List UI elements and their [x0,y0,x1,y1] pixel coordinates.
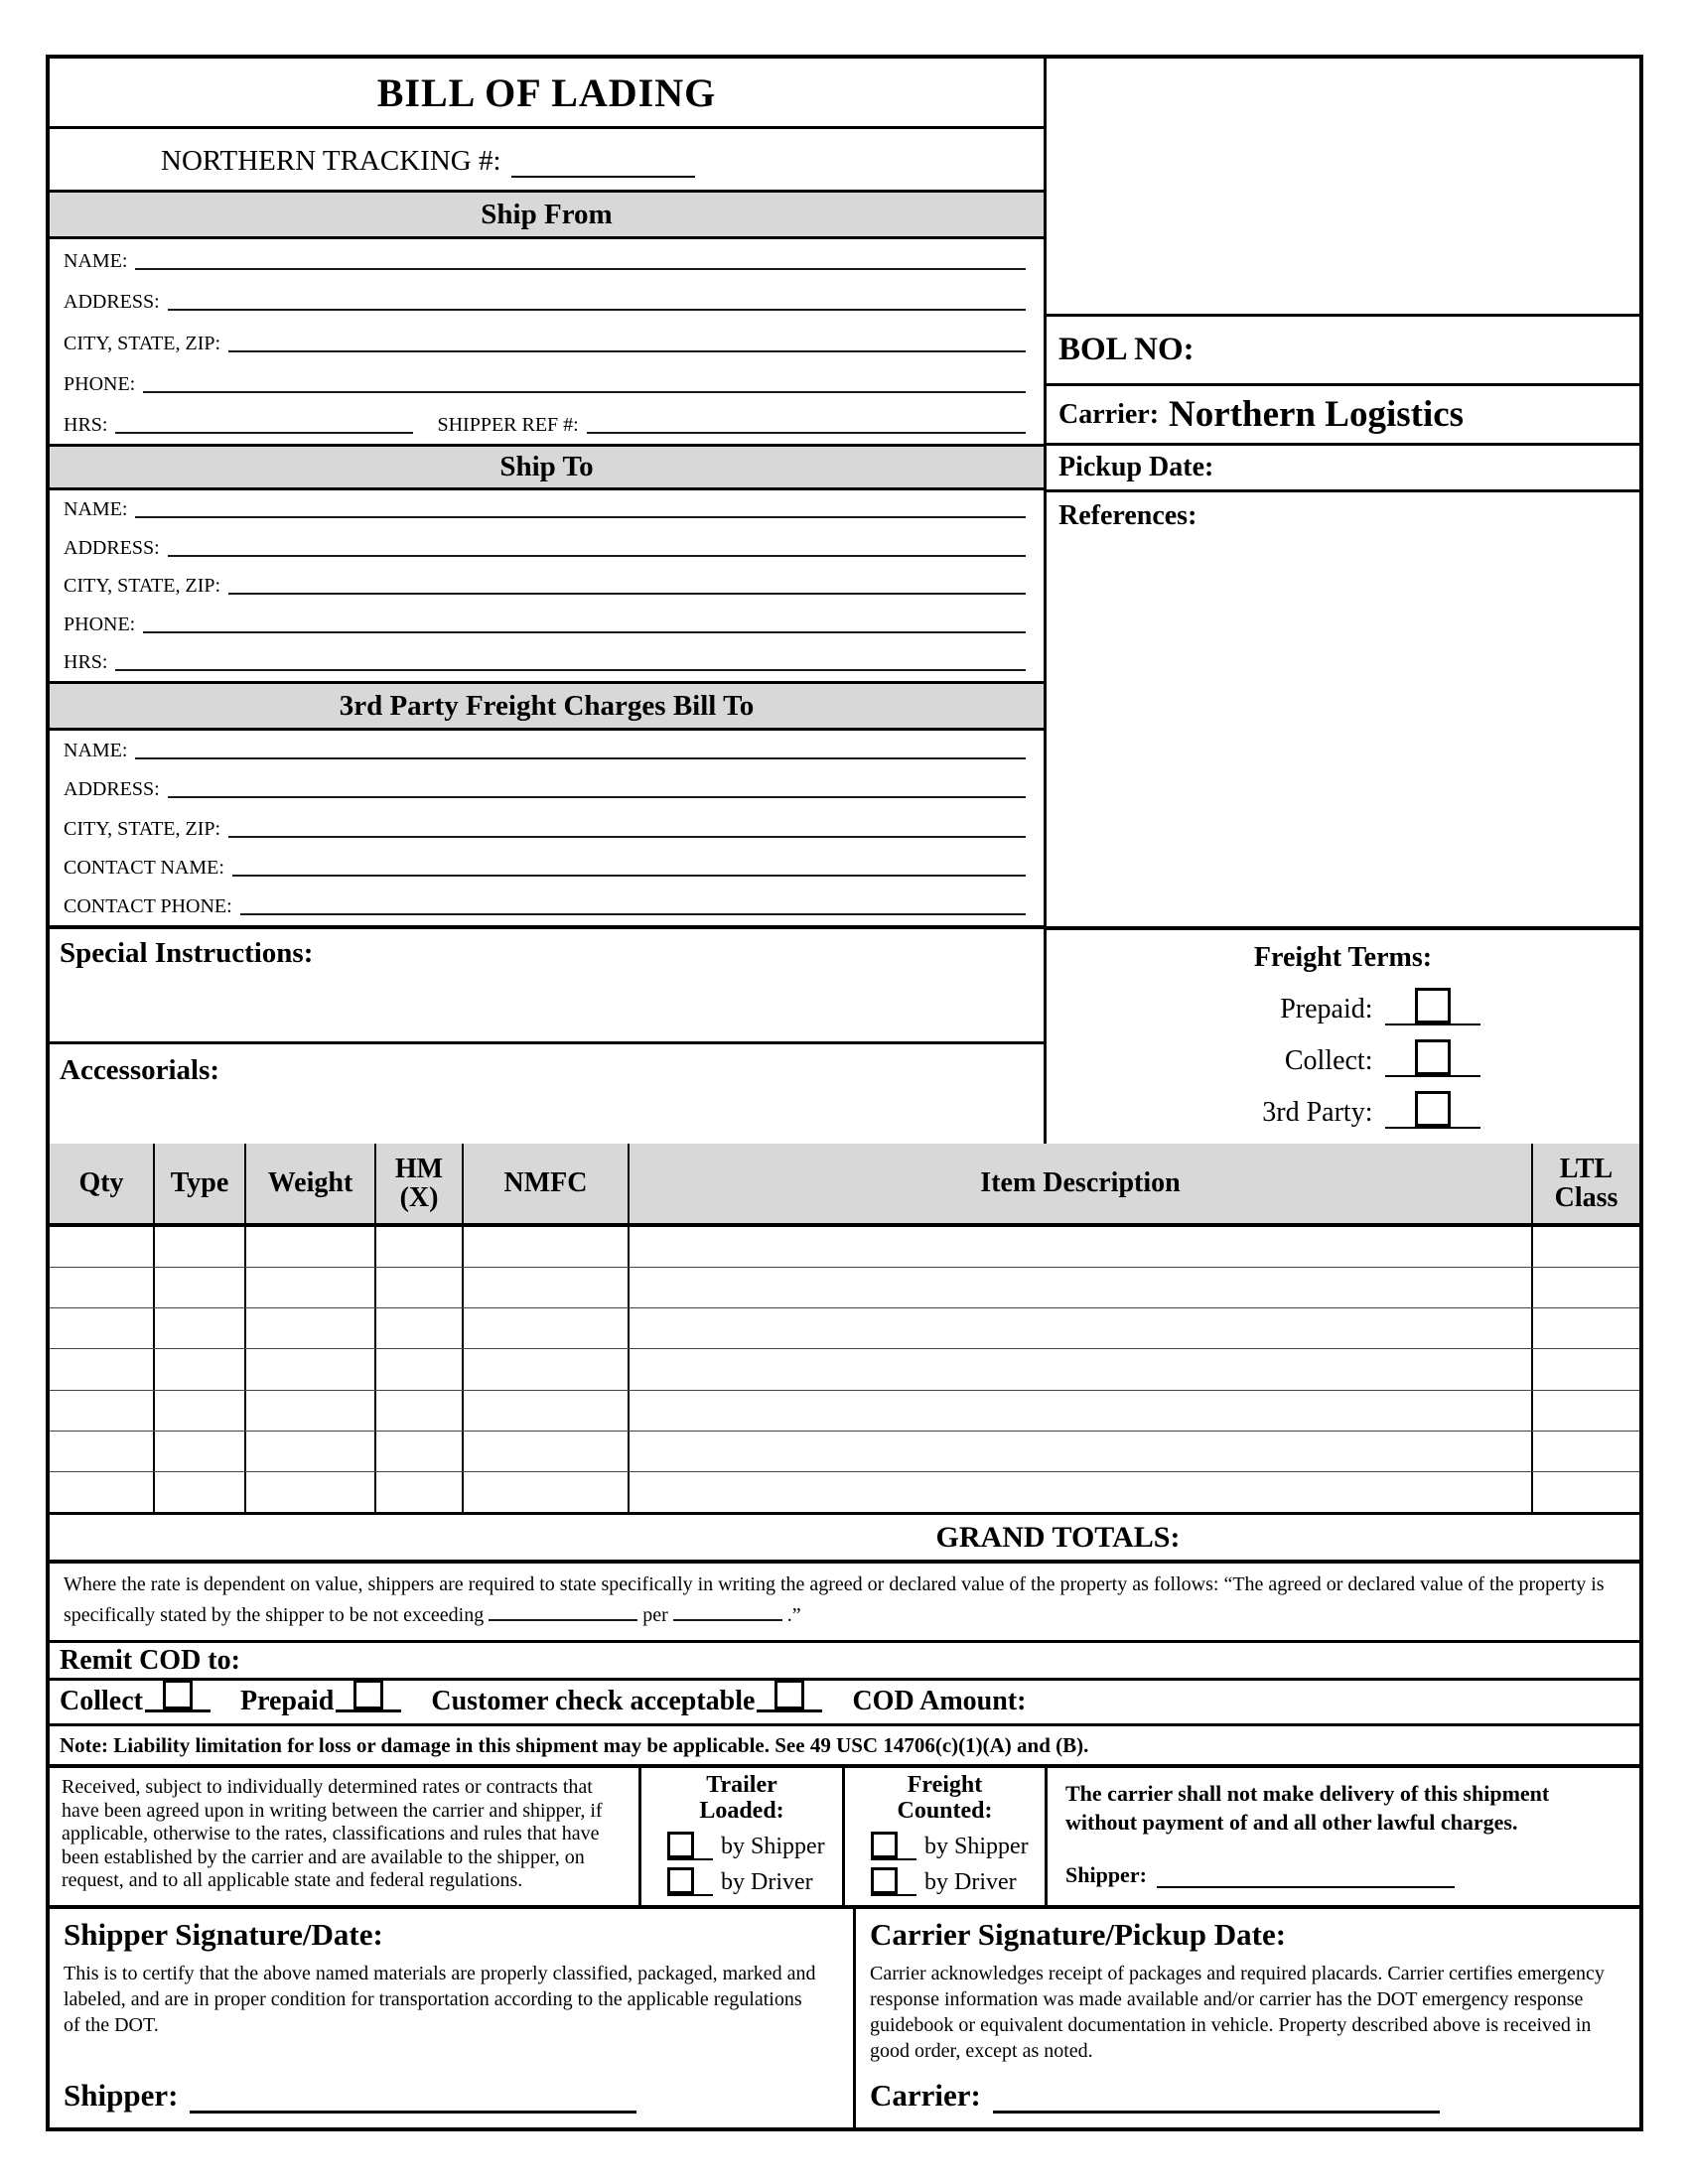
ship-to-hrs-input[interactable] [115,663,1026,671]
collect-label: Collect: [1284,1045,1373,1076]
col-header-ltl-class: LTL Class [1554,1153,1618,1213]
table-cell[interactable] [50,1432,155,1471]
table-cell[interactable] [1533,1227,1639,1267]
field-row [50,239,1044,280]
cod-prepaid-checkbox-line [336,1680,401,1712]
liability-note-row [50,1726,1639,1768]
third-party-city-input[interactable] [228,830,1026,838]
col-header-type: Type [155,1144,246,1223]
carrier-sign-label: Carrier: [870,2078,981,2113]
carrier-payment-cell [1048,1768,1639,1905]
special-instructions-box[interactable] [50,925,1044,1041]
third-party-city-label: CITY, STATE, ZIP: [64,817,221,840]
special-instructions-label: Special Instructions: [60,937,314,969]
table-cell[interactable] [376,1391,464,1431]
declared-value-text-line2: property is specifically stated by the shipper to be not exceeding [64,1573,1605,1626]
ship-to-name-input[interactable] [135,510,1026,518]
ship-from-hrs-input[interactable] [115,426,413,434]
table-cell[interactable] [464,1268,630,1307]
items-table-body [50,1227,1639,1512]
freight-counted-cell [845,1768,1048,1905]
freight-by-shipper-checkbox-line [871,1832,916,1860]
shipper-sign-label: Shipper: [64,2078,179,2113]
col-header-nmfc: NMFC [464,1144,630,1223]
table-cell[interactable] [376,1349,464,1389]
table-cell[interactable] [246,1268,376,1307]
table-cell[interactable] [630,1268,1533,1307]
field-row [50,403,1044,444]
third-party-contact-phone-input[interactable] [240,907,1026,915]
cod-check-acceptable-checkbox[interactable] [774,1680,804,1709]
trailer-by-driver-checkbox[interactable] [667,1867,694,1894]
ship-from-address-label: ADDRESS: [64,291,160,314]
third-party-address-input[interactable] [168,790,1026,798]
ship-to-address-label: ADDRESS: [64,536,160,559]
field-row [50,321,1044,361]
carrier-acknowledge-text: Carrier acknowledges receipt of packages and required placards. Carrier certifies emergency response information was made available and/or carrier has the DOT emergency response guidebook or equivalent documentation in vehicle. Property described above is received in good order, except as noted. [870,1963,1605,2062]
trailer-by-shipper-label: by Shipper [721,1833,825,1859]
field-row [50,769,1044,808]
shipper-signature-input[interactable] [190,2102,636,2114]
table-cell[interactable] [155,1432,246,1471]
ship-from-header: Ship From [50,193,1044,239]
references-label: References: [1058,500,1197,531]
received-section [50,1768,1639,1909]
cod-options-row [50,1681,1639,1726]
field-row [50,567,1044,605]
table-cell[interactable] [464,1391,630,1431]
carrier-label: Carrier: [1058,398,1160,430]
table-cell[interactable] [630,1472,1533,1512]
shipper-ref-label: SHIPPER REF #: [437,414,579,437]
cod-check-acceptable-checkbox-line [757,1680,822,1712]
ship-from-fields [50,239,1044,444]
table-cell[interactable] [155,1349,246,1389]
field-row [50,362,1044,403]
third-party-fields [50,731,1044,925]
field-row [50,490,1044,528]
declared-value-end: .” [786,1604,801,1626]
shipper-signature-header: Shipper Signature/Date: [64,1917,383,1952]
prepaid-checkbox[interactable] [1415,988,1451,1024]
freight-counted-header: Freight Counted: [897,1772,993,1824]
received-terms-text: Received, subject to individually determined rates or contracts that have been agreed upon in writing between the carrier and shipper, if applicable, otherwise to the rates, classifications and rules that have been established by the carrier and are available to the shipper, on request, and to all applicable state and federal regulations. [50,1768,641,1905]
trailer-by-driver-checkbox-line [667,1867,713,1896]
table-cell[interactable] [50,1472,155,1512]
carrier-payment-shipper-row [1065,1862,1623,1888]
declared-value-per-input[interactable] [673,1607,782,1621]
freight-terms-box [1047,926,1639,1144]
table-cell[interactable] [630,1308,1533,1348]
pickup-date-label: Pickup Date: [1058,452,1214,482]
table-cell[interactable] [246,1227,376,1267]
table-cell[interactable] [630,1349,1533,1389]
collect-checkbox[interactable] [1415,1039,1451,1075]
grand-totals-row [50,1512,1639,1564]
table-cell[interactable] [464,1349,630,1389]
table-cell[interactable] [155,1268,246,1307]
collect-checkbox-line [1385,1039,1480,1077]
tracking-number-input[interactable] [511,154,695,178]
cod-collect-checkbox-line [145,1680,211,1712]
cod-collect-checkbox[interactable] [163,1680,193,1709]
shipper-ref-input[interactable] [587,426,1026,434]
carrier-signature-input[interactable] [993,2102,1440,2114]
table-cell[interactable] [1533,1268,1639,1307]
table-row [50,1268,1639,1308]
table-row [50,1227,1639,1268]
ship-from-phone-input[interactable] [143,385,1026,393]
accessorials-label: Accessorials: [60,1054,220,1086]
left-column [50,59,1047,1144]
col-header-weight: Weight [246,1144,376,1223]
carrier-payment-shipper-label: Shipper: [1065,1862,1147,1888]
ship-to-city-input[interactable] [228,587,1026,595]
table-cell[interactable] [630,1227,1533,1267]
carrier-signature-header: Carrier Signature/Pickup Date: [870,1917,1287,1952]
table-row [50,1391,1639,1432]
shipper-certify-text: This is to certify that the above named materials are properly classified, packaged, marked and labeled, and are in proper condition for transportation according to the applicable regulations of the DOT. [64,1963,816,2036]
trailer-loaded-cell [641,1768,845,1905]
freight-term-row [1047,974,1639,1025]
ship-from-city-label: CITY, STATE, ZIP: [64,332,221,354]
table-cell[interactable] [464,1308,630,1348]
table-cell[interactable] [376,1308,464,1348]
col-header-item-description: Item Description [630,1144,1533,1223]
third-party-header: 3rd Party Freight Charges Bill To [50,681,1044,731]
table-cell[interactable] [155,1308,246,1348]
ship-from-hrs-label: HRS: [64,414,108,437]
table-cell[interactable] [464,1432,630,1471]
table-cell[interactable] [50,1227,155,1267]
shipper-signature-cell [50,1909,856,2127]
table-cell[interactable] [155,1472,246,1512]
table-row [50,1349,1639,1390]
field-row [50,643,1044,681]
trailer-loaded-header: Trailer Loaded: [699,1772,784,1824]
declared-value-input[interactable] [489,1607,637,1621]
top-right-empty-box [1047,59,1639,317]
top-section [50,59,1639,1144]
cod-prepaid-label: Prepaid [239,1686,335,1716]
declared-value-per-label: per [642,1604,668,1626]
grand-totals-label: GRAND TOTALS: [935,1520,1181,1554]
trailer-by-driver-option [641,1867,842,1896]
table-cell[interactable] [50,1268,155,1307]
third-party-name-input[interactable] [135,751,1026,759]
col-header-hm: HM (X) [376,1144,464,1223]
carrier-signature-cell [856,1909,1639,2127]
third-party-term-label: 3rd Party: [1262,1097,1373,1128]
freight-term-row [1047,1077,1639,1129]
col-header-qty: Qty [50,1144,155,1223]
ship-from-city-input[interactable] [228,344,1026,352]
third-party-contact-name-input[interactable] [232,869,1026,877]
field-row [50,528,1044,566]
ship-to-header: Ship To [50,444,1044,490]
signature-section [50,1909,1639,2127]
declared-value-text-line1: Where the rate is dependent on value, shippers are required to state specifically in writing the agreed or declared value of the property as follows: “The agreed or declared value of the [64,1573,1514,1595]
table-cell[interactable] [630,1391,1533,1431]
table-cell[interactable] [376,1472,464,1512]
cod-prepaid-checkbox[interactable] [353,1680,383,1709]
remit-cod-label: Remit COD to: [60,1644,240,1676]
bol-no-label: BOL NO: [1058,332,1195,367]
table-cell[interactable] [246,1391,376,1431]
ship-to-hrs-label: HRS: [64,651,108,674]
field-row [50,848,1044,887]
ship-from-name-input[interactable] [135,262,1026,270]
tracking-label: NORTHERN TRACKING #: [161,145,501,177]
third-party-checkbox[interactable] [1415,1091,1451,1127]
table-cell[interactable] [155,1391,246,1431]
table-cell[interactable] [50,1308,155,1348]
field-row [50,808,1044,847]
carrier-sign-row [870,2078,1625,2127]
cod-collect-label: Collect [60,1686,143,1716]
table-cell[interactable] [1533,1349,1639,1389]
references-box[interactable] [1047,492,1639,926]
pickup-date-box[interactable] [1047,446,1639,492]
table-cell[interactable] [464,1227,630,1267]
field-row [50,731,1044,769]
table-cell[interactable] [246,1432,376,1471]
right-column [1047,59,1639,1144]
carrier-box [1047,386,1639,446]
trailer-by-shipper-checkbox-line [667,1832,713,1860]
ship-to-phone-input[interactable] [143,625,1026,633]
freight-by-shipper-label: by Shipper [924,1833,1029,1859]
prepaid-label: Prepaid: [1280,994,1373,1024]
bill-of-lading-form [46,55,1643,2131]
freight-by-driver-label: by Driver [924,1868,1017,1895]
ship-from-address-input[interactable] [168,303,1026,311]
freight-terms-header: Freight Terms: [1253,942,1433,973]
table-row [50,1432,1639,1472]
table-cell[interactable] [50,1349,155,1389]
table-cell[interactable] [155,1227,246,1267]
table-cell[interactable] [1533,1391,1639,1431]
items-table-header [50,1144,1639,1227]
field-row [50,887,1044,925]
accessorials-box[interactable] [50,1041,1044,1144]
ship-from-phone-label: PHONE: [64,372,136,395]
third-party-contact-name-label: CONTACT NAME: [64,856,224,879]
table-cell[interactable] [50,1391,155,1431]
cod-check-acceptable-label: Customer check acceptable [431,1686,756,1716]
table-cell[interactable] [1533,1432,1639,1471]
tracking-row [50,129,1044,193]
ship-to-city-label: CITY, STATE, ZIP: [64,575,221,598]
trailer-by-shipper-checkbox[interactable] [667,1832,694,1858]
bol-no-box[interactable] [1047,317,1639,386]
page-title: BILL OF LADING [50,59,1044,129]
third-party-address-label: ADDRESS: [64,778,160,801]
table-row [50,1308,1639,1349]
table-cell[interactable] [630,1432,1533,1471]
ship-from-name-label: NAME: [64,250,128,273]
table-row [50,1472,1639,1512]
carrier-payment-clause: The carrier shall not make delivery of this shipment without payment of and all other lawful charges. [1065,1781,1550,1835]
declared-value-clause [50,1564,1639,1643]
carrier-name: Northern Logistics [1169,394,1465,435]
prepaid-checkbox-line [1385,988,1480,1025]
table-cell[interactable] [376,1432,464,1471]
freight-by-driver-checkbox[interactable] [871,1867,898,1894]
trailer-by-shipper-option [641,1832,842,1860]
cod-amount-label: COD Amount: [852,1686,1027,1716]
freight-by-shipper-checkbox[interactable] [871,1832,898,1858]
table-cell[interactable] [376,1227,464,1267]
third-party-checkbox-line [1385,1091,1480,1129]
ship-to-address-input[interactable] [168,549,1026,557]
table-cell[interactable] [1533,1308,1639,1348]
table-cell[interactable] [246,1349,376,1389]
table-cell[interactable] [246,1308,376,1348]
trailer-by-driver-label: by Driver [721,1868,813,1895]
freight-term-row [1047,1025,1639,1077]
liability-note-text: Note: Liability limitation for loss or damage in this shipment may be applicable. See 49 USC 14706(c)(1)(A) and (B). [60,1732,1089,1757]
remit-cod-row[interactable] [50,1643,1639,1681]
third-party-name-label: NAME: [64,740,128,762]
field-row [50,605,1044,642]
table-cell[interactable] [246,1472,376,1512]
freight-by-shipper-option [845,1832,1045,1860]
carrier-payment-shipper-signature-input[interactable] [1157,1878,1455,1888]
freight-by-driver-checkbox-line [871,1867,916,1896]
table-cell[interactable] [1533,1472,1639,1512]
third-party-contact-phone-label: CONTACT PHONE: [64,895,232,918]
table-cell[interactable] [376,1268,464,1307]
ship-to-name-label: NAME: [64,498,128,521]
table-cell[interactable] [464,1472,630,1512]
freight-by-driver-option [845,1867,1045,1896]
ship-to-fields [50,490,1044,681]
field-row [50,280,1044,321]
shipper-sign-row [64,2078,839,2127]
ship-to-phone-label: PHONE: [64,613,136,635]
